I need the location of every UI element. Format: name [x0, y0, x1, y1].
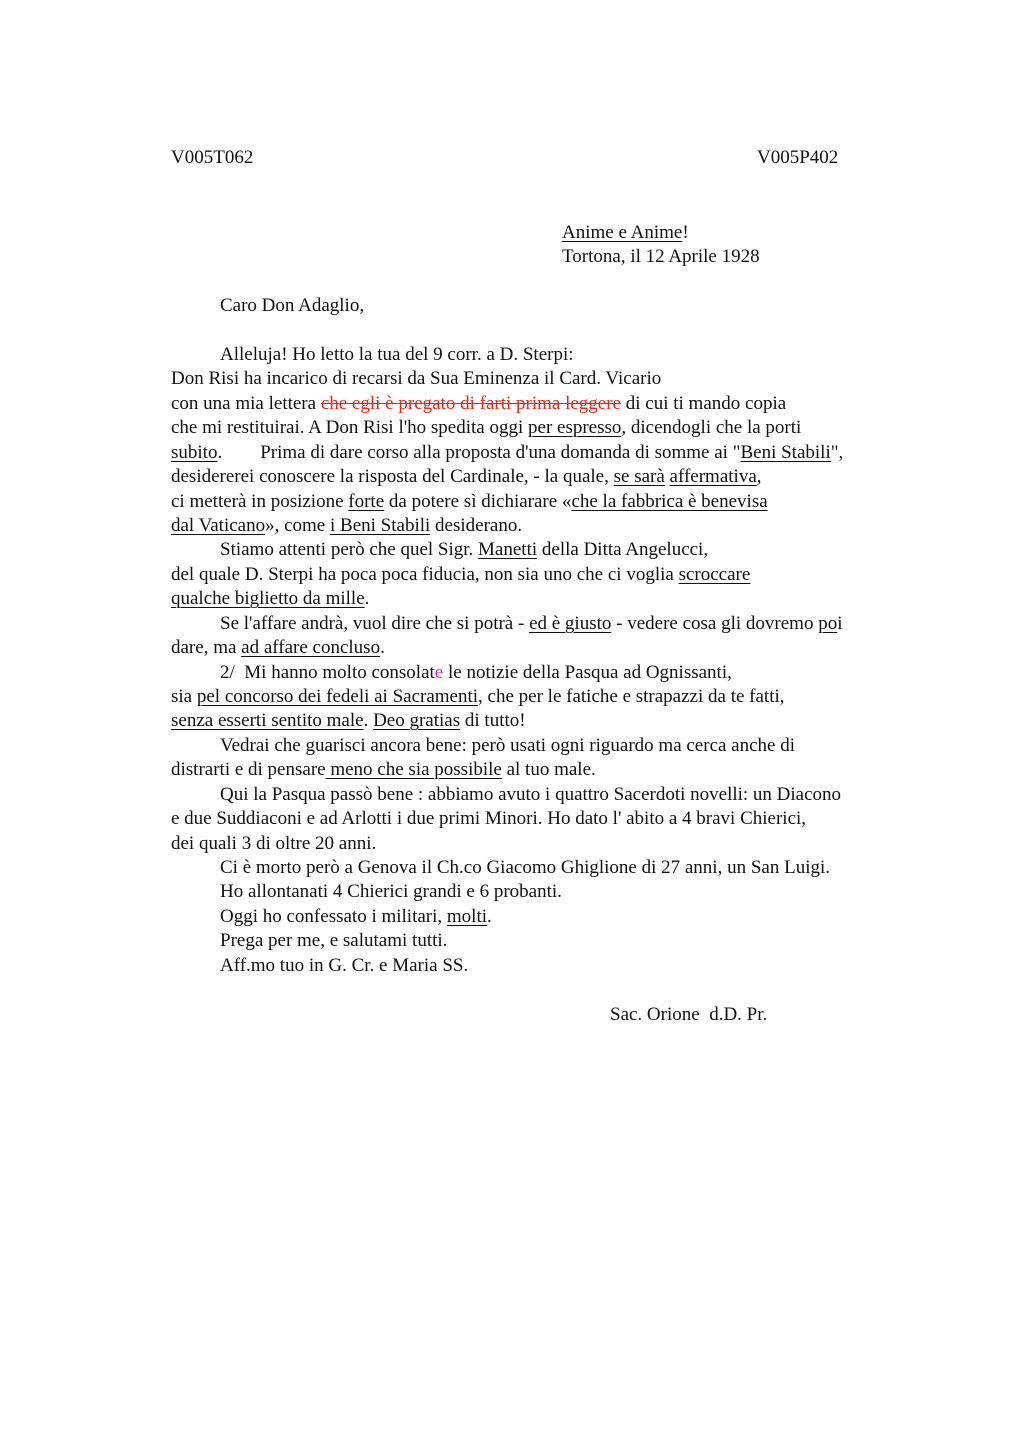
underlined-text: che la fabbrica è benevisa	[571, 491, 768, 512]
text-run: distrarti e di pensare	[171, 759, 326, 780]
text-run: del quale D. Sterpi ha poca poca fiducia, non sia uno che ci voglia	[171, 564, 679, 585]
corrected-letter: e	[434, 662, 444, 683]
text-run: .	[363, 710, 374, 731]
text-run: di tutto!	[460, 710, 526, 731]
body-line	[171, 441, 843, 465]
body-line	[171, 416, 801, 440]
text-run: Se l'affare andrà, vuol dire che si potrà -	[220, 613, 530, 634]
text-run: della Ditta Angelucci,	[537, 539, 709, 560]
text-run: desidererei conoscere la risposta del Cardinale, - la quale,	[171, 466, 614, 487]
body-line: Ci è morto però a Genova il Ch.co Giacomo Ghiglione di 27 anni, un San Luigi.	[220, 857, 831, 878]
body-line	[220, 612, 842, 636]
underlined-text: Beni Stabili	[740, 442, 831, 463]
underlined-text: scroccare	[678, 564, 751, 585]
text-run: Stiamo attenti però che quel Sigr.	[220, 539, 479, 560]
body-line	[171, 636, 385, 660]
body-line	[171, 490, 768, 514]
underlined-text: i Beni Stabili	[330, 515, 431, 536]
text-run: .	[380, 637, 385, 658]
text-run: ci metterà in posizione	[171, 491, 349, 512]
text-run: al tuo male.	[501, 759, 596, 780]
text-run: .	[487, 906, 492, 927]
body-line	[171, 514, 522, 538]
text-run: Oggi ho confessato i militari,	[220, 906, 447, 927]
underlined-text: po	[818, 613, 838, 634]
motto-underlined: Anime e Anime	[562, 222, 683, 243]
body-line	[171, 709, 526, 733]
body-line	[171, 392, 786, 416]
text-run: , dicendogli che la porti	[621, 417, 802, 438]
body-line: Alleluja! Ho letto la tua del 9 corr. a D. Sterpi:	[220, 344, 574, 365]
text-run: desiderano.	[430, 515, 523, 536]
underlined-text: meno che sia possibile	[325, 759, 502, 780]
body-line	[171, 465, 762, 489]
salutation: Caro Don Adaglio,	[220, 295, 365, 316]
motto-end: !	[682, 222, 689, 243]
text-run: di cui ti mando copia	[621, 393, 787, 414]
body-line	[171, 685, 785, 709]
body-line	[171, 758, 596, 782]
underlined-text: Manetti	[478, 539, 538, 560]
place-date: Tortona, il 12 Aprile 1928	[562, 246, 760, 267]
underlined-text: forte	[348, 491, 385, 512]
text-run: dare, ma	[171, 637, 242, 658]
text-run: che mi restituirai. A Don Risi l'ho spedita oggi	[171, 417, 529, 438]
body-line	[171, 587, 369, 611]
underlined-text: dal Vaticano	[171, 515, 266, 536]
body-line: dei quali 3 di oltre 20 anni.	[171, 833, 377, 854]
text-run: .	[364, 588, 370, 609]
underlined-text: per espresso	[528, 417, 622, 438]
underlined-text: ad affare concluso	[241, 637, 381, 658]
text-run: da potere sì dichiarare «	[384, 491, 572, 512]
body-line: Don Risi ha incarico di recarsi da Sua Eminenza il Card. Vicario	[171, 368, 662, 389]
underlined-text: pel concorso dei fedeli ai Sacramenti	[196, 686, 479, 707]
body-line	[171, 563, 750, 587]
text-run: i	[837, 613, 843, 634]
body-line: Ho allontanati 4 Chierici grandi e 6 probanti.	[220, 881, 562, 902]
deleted-text: che egli è pregato di farti prima leggere	[320, 393, 621, 414]
text-run: con una mia lettera	[171, 393, 321, 414]
text-run: , che per le fatiche e strapazzi da te fatti,	[478, 686, 785, 707]
text-run: ,	[756, 466, 762, 487]
text-run: 2/ Mi hanno molto consolat	[220, 662, 435, 683]
body-line	[220, 538, 708, 562]
text-run: . Prima di dare corso alla proposta d'una domanda di somme ai "	[217, 442, 741, 463]
body-line: Prega per me, e salutami tutti.	[220, 930, 448, 951]
signature: Sac. Orione d.D. Pr.	[610, 1004, 768, 1025]
underlined-text: affermativa	[669, 466, 757, 487]
underlined-text: qualche biglietto da mille	[171, 588, 365, 609]
closing: Aff.mo tuo in G. Cr. e Maria SS.	[220, 955, 469, 976]
doc-code-right: V005P402	[757, 147, 839, 168]
body-line	[220, 661, 732, 685]
text-run: ",	[830, 442, 844, 463]
doc-code-left: V005T062	[171, 147, 254, 168]
body-line: Vedrai che guarisci ancora bene: però usati ogni riguardo ma cerca anche di	[220, 735, 796, 756]
motto	[562, 221, 689, 245]
underlined-text: subito	[171, 442, 218, 463]
text-run: - vedere cosa gli dovremo	[611, 613, 819, 634]
body-line	[220, 905, 492, 929]
text-run: sia	[171, 686, 197, 707]
underlined-text: molti	[446, 906, 488, 927]
underlined-text: senza esserti sentito male	[171, 710, 364, 731]
text-run: le notizie della Pasqua ad Ognissanti,	[443, 662, 732, 683]
underlined-text: se sarà	[613, 466, 665, 487]
body-line: Qui la Pasqua passò bene : abbiamo avuto i quattro Sacerdoti novelli: un Diacono	[220, 784, 842, 805]
underlined-text: ed è giusto	[529, 613, 612, 634]
body-line: e due Suddiaconi e ad Arlotti i due primi Minori. Ho dato l' abito a 4 bravi Chierici,	[171, 808, 807, 829]
underlined-text: Deo gratias	[373, 710, 461, 731]
text-run: », come	[265, 515, 330, 536]
